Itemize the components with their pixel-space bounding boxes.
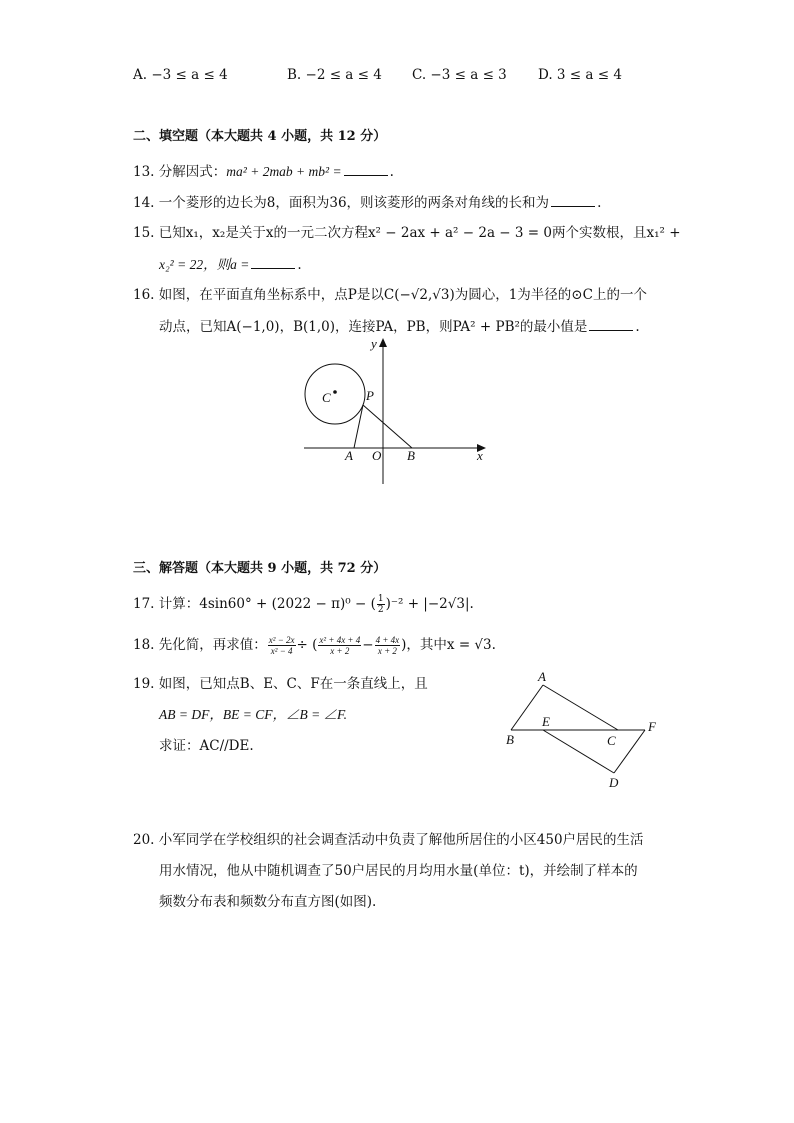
q15-number: 15. <box>133 225 155 241</box>
q18-number: 18. <box>133 637 155 653</box>
q18-f2-num: x² + 4x + 4 <box>319 635 361 645</box>
q13-number: 13. <box>133 164 155 180</box>
q14-answer-blank <box>551 193 595 207</box>
q14-number: 14. <box>133 195 155 211</box>
q18-f3-num: 4 + 4x <box>375 635 400 645</box>
question-15-line1 <box>133 224 681 242</box>
question-13 <box>133 162 394 181</box>
label-e: E <box>542 714 550 729</box>
question-17 <box>133 594 474 615</box>
q19-text-line3: 求证：AC//DE. <box>159 738 254 754</box>
label-b: B <box>506 732 514 747</box>
q17-frac-num: 1 <box>377 594 384 604</box>
q13-expression: ma² + 2mab + mb² = <box>226 164 342 179</box>
label-f: F <box>648 719 656 734</box>
q15-answer-blank <box>251 255 295 269</box>
option-b: B. −2 ≤ a ≤ 4 <box>287 67 382 83</box>
label-p: P <box>366 388 374 403</box>
q18-fraction-3 <box>375 635 401 656</box>
q18-f1-den: x² − 4 <box>270 646 293 656</box>
q14-end: . <box>597 195 602 211</box>
q20-number: 20. <box>133 832 155 848</box>
q17-number: 17. <box>133 596 155 612</box>
option-a: A. −3 ≤ a ≤ 4 <box>133 67 228 83</box>
q20-text-line3: 频数分布表和频数分布直方图(如图). <box>159 894 377 910</box>
q17-fraction <box>377 594 385 615</box>
q18-fraction-2 <box>318 635 361 656</box>
q15-end: . <box>297 257 302 273</box>
option-d: D. 3 ≤ a ≤ 4 <box>538 67 622 83</box>
q13-answer-blank <box>344 162 388 176</box>
q17-text: 计算：4sin60° + (2022 − π)⁰ − ( <box>158 596 376 612</box>
q19-number: 19. <box>133 676 155 692</box>
label-x: x <box>477 448 483 463</box>
q19-text-line1: 如图，已知点B、E、C、F在一条直线上，且 <box>158 676 428 692</box>
label-o: O <box>372 448 382 463</box>
segment-ac <box>543 685 618 730</box>
y-axis-arrow <box>379 338 387 347</box>
q13-label: 分解因式： <box>158 164 227 180</box>
q20-text-line2: 用水情况，他从中随机调查了50户居民的月均用水量(单位：t)，并绘制了样本的 <box>159 863 638 879</box>
q18-f1-num: x² − 2x <box>268 635 295 645</box>
q14-text: 一个菱形的边长为8，面积为36，则该菱形的两条对角线的长和为 <box>158 195 550 211</box>
segment-ab <box>511 685 543 730</box>
q18-minus: − <box>362 637 374 653</box>
q15-text-line2: x₂² = 22，则a = <box>159 257 250 272</box>
q18-fraction-1 <box>268 635 296 656</box>
figure-16-coordinate-diagram <box>296 334 496 494</box>
label-y: y <box>371 336 377 351</box>
question-19-line1 <box>133 675 428 693</box>
q15-text-line1: 已知x₁，x₂是关于x的一元二次方程x² − 2ax + a² − 2a − 3 = 0两个实数根，且x₁² + <box>158 225 681 241</box>
q18-div: ÷ ( <box>296 637 318 653</box>
label-c: C <box>607 733 616 748</box>
section-3-title: 三、解答题（本大题共 9 小题，共 72 分） <box>133 561 387 576</box>
segment-pa <box>354 405 363 448</box>
section-2-title: 二、填空题（本大题共 4 小题，共 12 分） <box>133 129 387 144</box>
label-d: D <box>609 775 619 790</box>
q18-text1: 先化简，再求值： <box>158 637 267 653</box>
q16-answer-blank <box>589 317 633 331</box>
q18-text2: )，其中x = √3. <box>401 637 496 653</box>
question-20-line1 <box>133 831 644 849</box>
segment-pb <box>363 405 412 448</box>
label-c: C <box>322 390 331 405</box>
question-15-line2 <box>159 255 302 274</box>
center-c-dot <box>333 390 337 394</box>
label-b: B <box>407 448 415 463</box>
q16-number: 16. <box>133 287 155 303</box>
circle-c <box>305 364 365 424</box>
q16-text-line2: 动点，已知A(−1,0)，B(1,0)，连接PA，PB，则PA² + PB²的最小值是 <box>159 319 588 335</box>
segment-ed <box>543 730 614 773</box>
q19-text-line2: AB = DF，BE = CF，∠B = ∠F. <box>159 707 347 722</box>
q16-text-line1: 如图，在平面直角坐标系中，点P是以C(−√2,√3)为圆心，1为半径的⊙C上的一个 <box>158 287 647 303</box>
label-a: A <box>538 669 546 684</box>
segment-fd <box>614 730 645 773</box>
q17-frac-den: 2 <box>377 605 384 615</box>
label-a: A <box>345 448 353 463</box>
question-18 <box>133 635 496 656</box>
q16-end: . <box>635 319 640 335</box>
option-c: C. −3 ≤ a ≤ 3 <box>412 67 507 83</box>
question-14 <box>133 193 601 212</box>
q18-f2-den: x + 2 <box>330 646 350 656</box>
q17-text2: )⁻² + |−2√3|. <box>385 596 474 612</box>
q18-f3-den: x + 2 <box>377 646 397 656</box>
q20-text-line1: 小军同学在学校组织的社会调查活动中负责了解他所居住的小区450户居民的生活 <box>158 832 644 848</box>
question-16-line1 <box>133 286 647 304</box>
q13-end: . <box>389 164 394 180</box>
figure-19-geometry-diagram <box>498 664 668 794</box>
